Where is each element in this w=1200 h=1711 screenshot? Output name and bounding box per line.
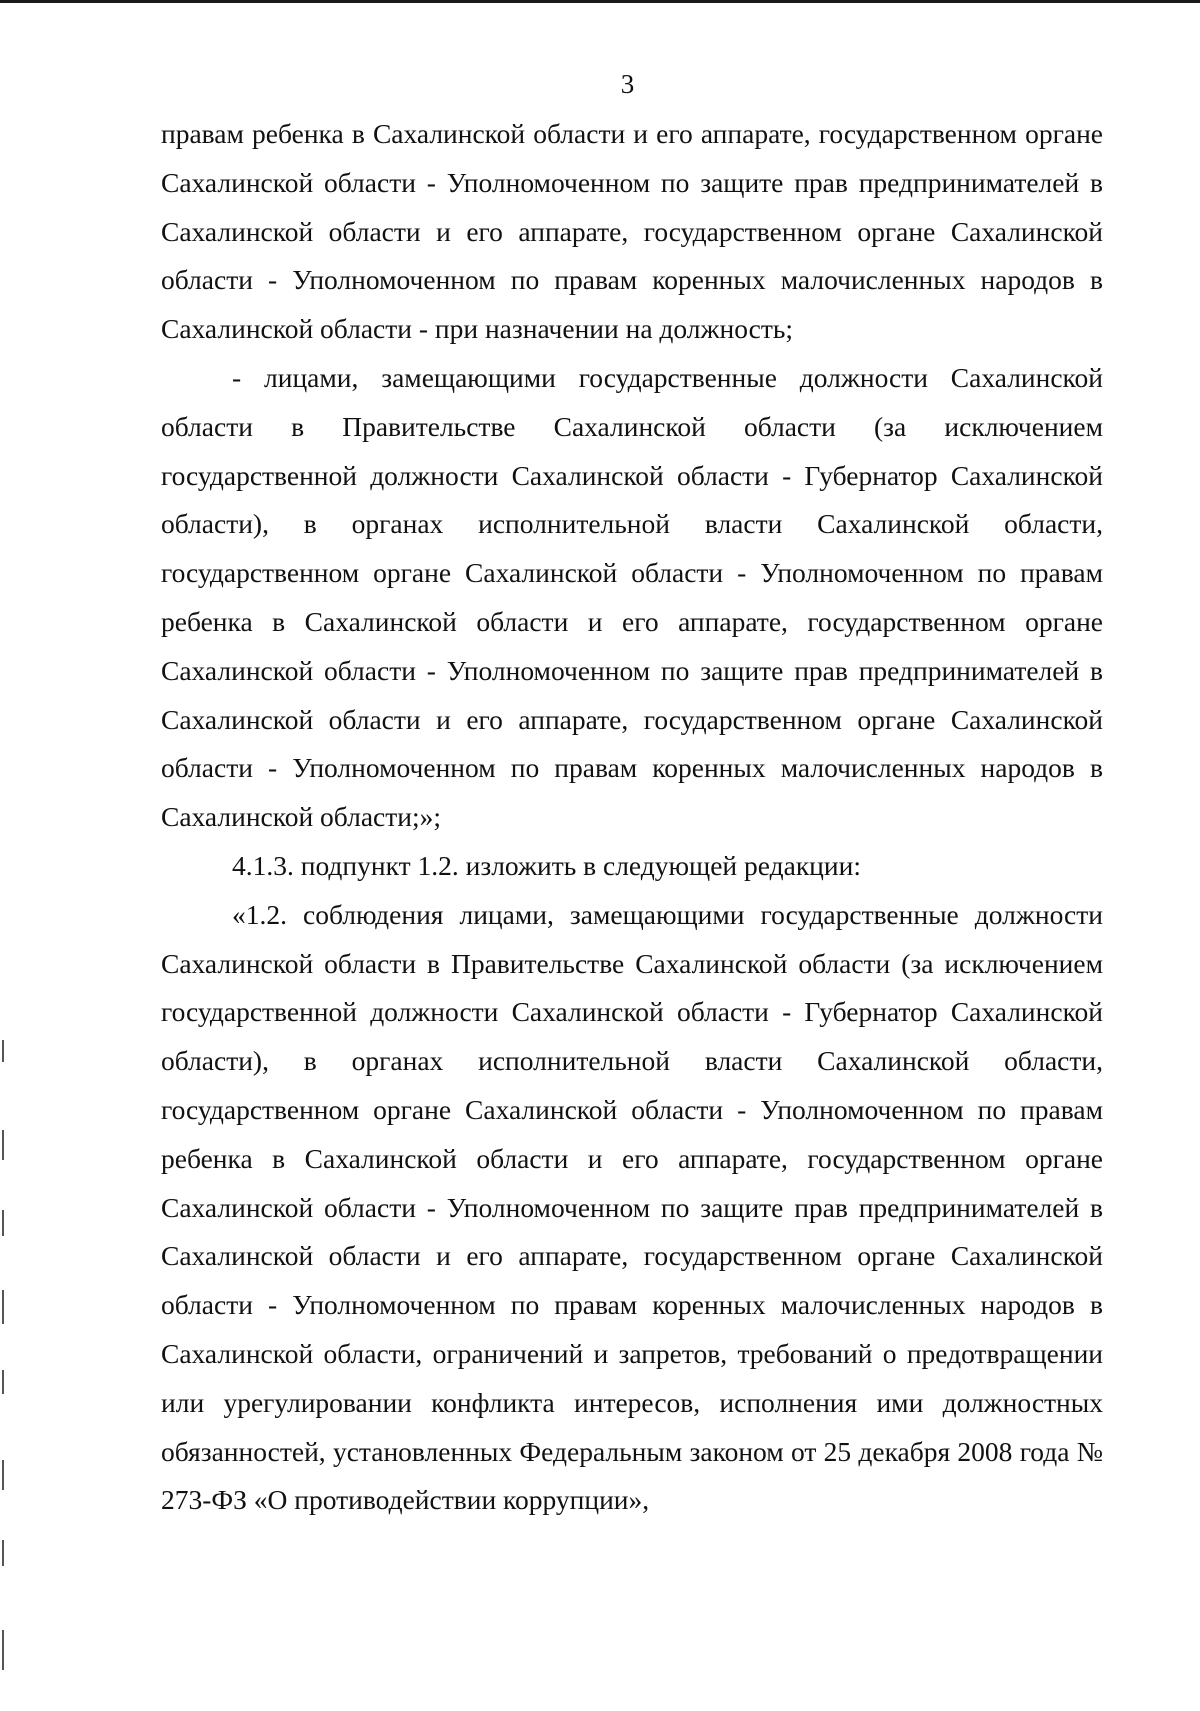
paragraph-amendment-text: «1.2. соблюдения лицами, замещающими государственные должности Сахалинской области в Правительстве Сахалинской области (за исключением государственной должности Сахалинской области - Губернатор Сахалинской области), в органах исполнительной власти Сахалинской области, государственном органе Сахалинской области - Уполномоченном по правам ребенка в Сахалинской области и его аппарате, государственном органе Сахалинской области - Уполномоченном по защите прав предпринимателей в Сахалинской области и его аппарате, государственном органе Сахалинской области - Уполномоченном по правам коренных малочисленных народов в Сахалинской области, ограничений и запретов, требований о предотвращении или урегулировании конфликта интересов, исполнения ими должностных обязанностей, установленных Федеральным законом от 25 декабря 2008 года № 273-ФЗ «О противодействии коррупции», (161, 898, 1103, 1516)
page-number: 3 (620, 69, 635, 99)
document-body (161, 110, 1103, 1525)
paragraph-continuation: правам ребенка в Сахалинской области и его аппарате, государственном органе Сахалинской области - Уполномоченном по защите прав предпринимателей в Сахалинской области и его аппарате, государственном органе Сахалинской области - Уполномоченном по правам коренных малочисленных народов в Сахалинской области - при назначении на должность; (161, 118, 1103, 345)
paragraph-list-item: - лицами, замещающими государственные должности Сахалинской области в Правительстве Сахалинской области (за исключением государственной должности Сахалинской области - Губернатор Сахалинской области), в органах исполнительной власти Сахалинской области, государственном органе Сахалинской области - Уполномоченном по правам ребенка в Сахалинской области и его аппарате, государственном органе Сахалинской области - Уполномоченном по защите прав предпринимателей в Сахалинской области и его аппарате, государственном органе Сахалинской области - Уполномоченном по правам коренных малочисленных народов в Сахалинской области;»; (161, 361, 1103, 833)
scan-top-edge (0, 0, 1200, 3)
paragraph-amendment-heading: 4.1.3. подпункт 1.2. изложить в следующей редакции: (232, 849, 861, 881)
scan-binding-marks (0, 1040, 6, 1700)
